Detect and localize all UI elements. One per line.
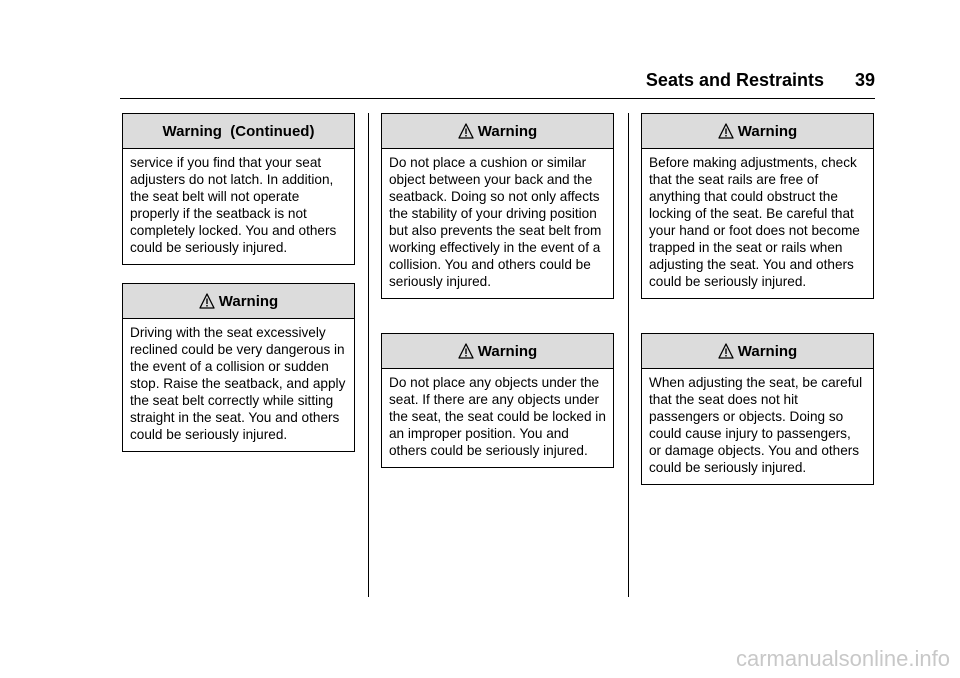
warning-header [382,114,613,149]
warning-text: Before making adjustments, check that the seat rails are free of anything that could obstruct the locking of the seat. Be careful that your hand or foot does not become trapped in the seat or rails when adjusting the seat. You and others could be seriously injured. [649,155,860,289]
warning-icon [718,123,734,139]
warning-text: Do not place any objects under the seat. If there are any objects under the seat, the seat could be locked in an improper position. You and others could be seriously injured. [389,375,606,458]
warning-title: Warning [477,342,538,360]
warning-text: service if you find that your seat adjusters do not latch. In addition, the seat belt will not operate properly if the seatback is not completely locked. You and others could be seriously injured. [130,155,337,255]
warning-title: Warning (Continued) [162,122,315,140]
warning-icon [458,123,474,139]
warning-header [123,284,354,319]
warning-text: Do not place a cushion or similar object between your back and the seatback. Doing so not only affects the stability of your driving position but also prevents the seat belt from working effectively in the event of a collision. You and others could be seriously injured. [389,155,602,289]
warning-title: Warning [737,342,798,360]
warning-box-objects-under-seat [381,333,614,468]
warning-box-continued [122,113,355,265]
warning-title: Warning [737,122,798,140]
warning-header [123,114,354,149]
warning-text: Driving with the seat excessively reclined could be very dangerous in the event of a collision or sudden stop. Raise the seatback, and apply the seat belt correctly while sitting straight in the seat. You and others could be seriously injured. [130,325,346,442]
warning-header [642,334,873,369]
watermark: carmanualsonline.info [735,646,950,671]
warning-box-seat-rails [641,113,874,299]
warning-header [382,334,613,369]
warning-icon [458,343,474,359]
warning-box-cushion [381,113,614,299]
warning-text: When adjusting the seat, be careful that the seat does not hit passengers or objects. Doing so could cause injury to passengers, or damage objects. You and others could be seriously injured. [649,375,863,475]
header-rule [120,98,875,99]
warning-icon [718,343,734,359]
warning-title: Warning [218,292,279,310]
page-number: 39 [854,70,875,90]
warning-icon [199,293,215,309]
column-divider-1 [368,113,369,597]
warning-box-reclined [122,283,355,452]
warning-title: Warning [477,122,538,140]
section-title: Seats and Restraints [645,70,824,90]
column-divider-2 [628,113,629,597]
warning-header [642,114,873,149]
warning-box-passengers [641,333,874,485]
